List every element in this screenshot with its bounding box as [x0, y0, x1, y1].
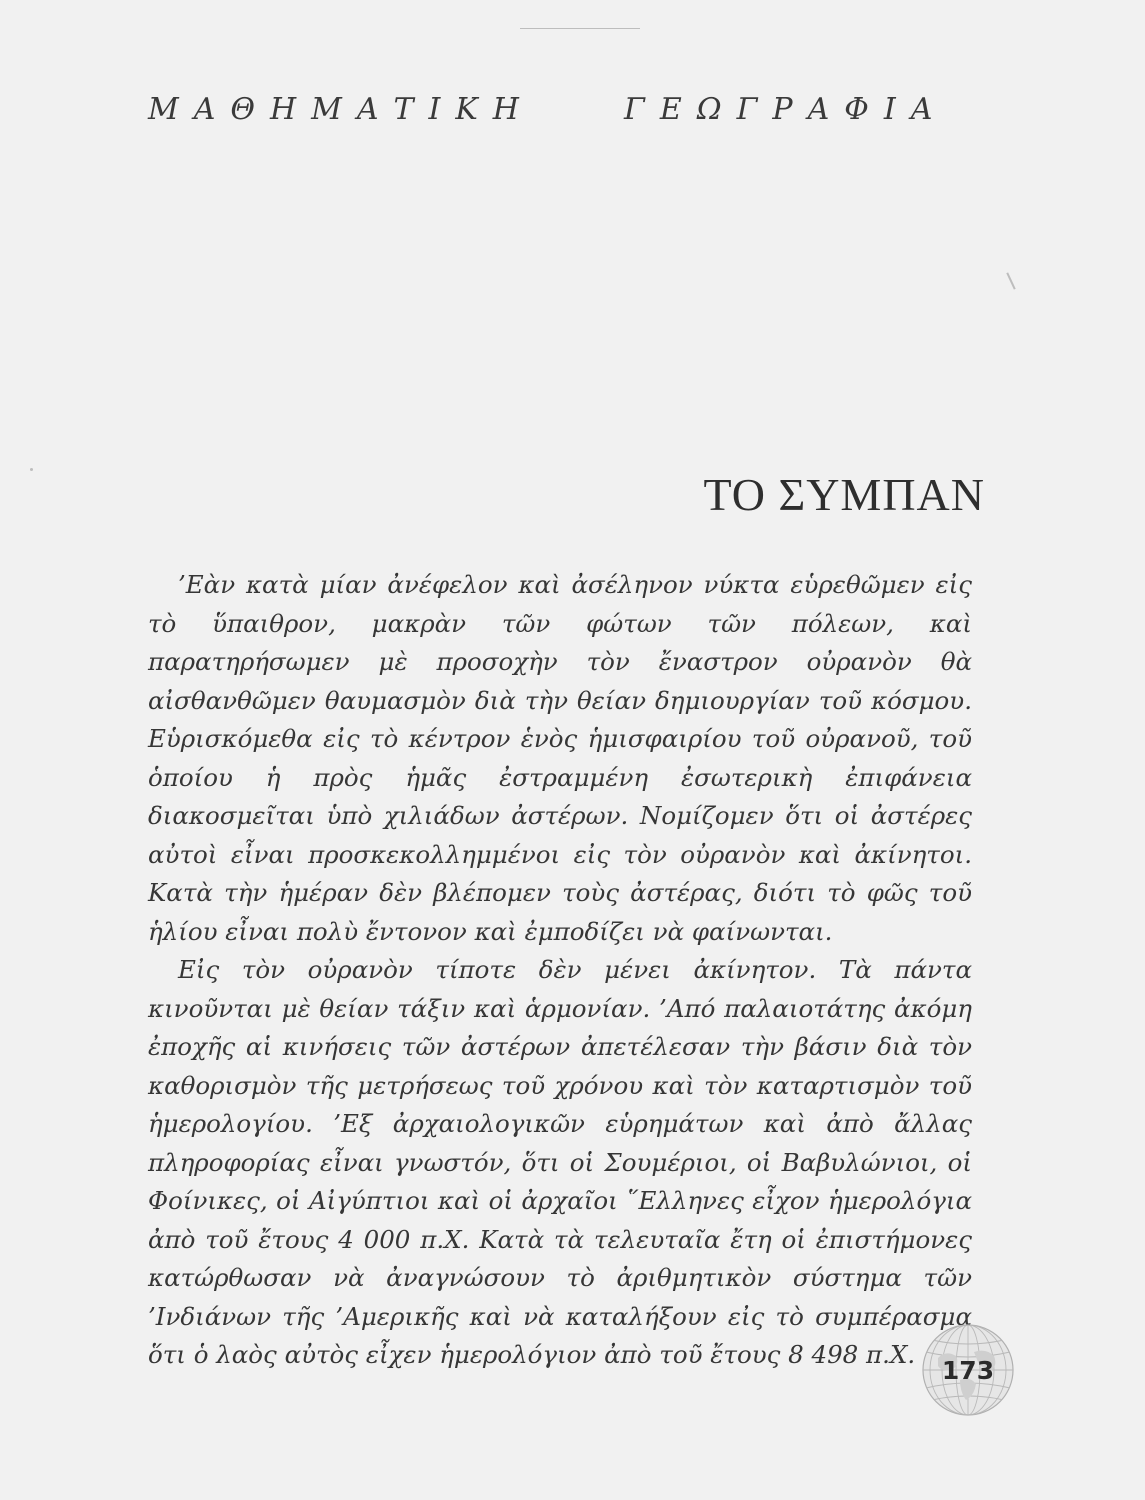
running-head-right: ΓΕΩΓΡΑΦΙΑ	[624, 92, 948, 127]
running-head-left: ΜΑΘΗΜΑΤΙΚΗ	[148, 92, 534, 127]
page-number: 173	[941, 1356, 995, 1385]
scan-speck	[520, 28, 640, 29]
chapter-title: ΤΟ ΣΥΜΠΑΝ	[703, 469, 985, 520]
paragraph-1: ’Εὰν κατὰ μίαν ἀνέφελον καὶ ἀσέληνον νύκτα εὑρεθῶμεν εἰς τὸ ὕπαιθρον, μακρὰν τῶν φώτων τῶν πόλεων, καὶ παρατηρήσωμεν μὲ προσοχὴν τὸν ἔναστρον οὐρανὸν θὰ αἰσθανθῶμεν θαυμασμὸν διὰ τὴν θείαν δημιουργίαν τοῦ κόσμου. Εὑρισκόμεθα εἰς τὸ κέντρον ἑνὸς ἡμισφαιρίου τοῦ οὐρανοῦ, τοῦ ὁποίου ἡ πρὸς ἡμᾶς ἐστραμμένη ἐσωτερικὴ ἐπιφάνεια διακοσμεῖται ὑπὸ χιλιάδων ἀστέρων. Νομίζομεν ὅτι οἱ ἀστέρες αὐτοὶ εἶναι προσκεκολλημμένοι εἰς τὸν οὐρανὸν καὶ ἀκίνητοι. Κατὰ τὴν ἡμέραν δὲν βλέπομεν τοὺς ἀστέρας, διότι τὸ φῶς τοῦ ἡλίου εἶναι πολὺ ἔντονον καὶ ἐμποδίζει νὰ φαίνωνται.	[148, 570, 972, 946]
scan-speck	[1006, 272, 1015, 289]
running-head	[148, 92, 968, 142]
scan-speck	[30, 468, 33, 471]
paragraph-2: Εἰς τὸν οὐρανὸν τίποτε δὲν μένει ἀκίνητον. Τὰ πάντα κινοῦνται μὲ θείαν τάξιν καὶ ἁρμονίαν. ’Από παλαιοτάτης ἀκόμη ἐποχῆς αἱ κινήσεις τῶν ἀστέρων ἀπετέλεσαν τὴν βάσιν διὰ τὸν καθορισμὸν τῆς μετρήσεως τοῦ χρόνου καὶ τὸν καταρτισμὸν τοῦ ἡμερολογίου. ’Εξ ἀρχαιολογικῶν εὑρημάτων καὶ ἀπὸ ἄλλας πληροφορίας εἶναι γνωστόν, ὅτι οἱ Σουμέριοι, οἱ Βαβυλώνιοι, οἱ Φοίνικες, οἱ Αἰγύπτιοι καὶ οἱ ἀρχαῖοι ῞Ελληνες εἶχον ἡμερολόγια ἀπὸ τοῦ ἔτους 4 000 π.Χ. Κατὰ τὰ τελευταῖα ἔτη οἱ ἐπιστήμονες κατώρθωσαν νὰ ἀναγνώσουν τὸ ἀριθμητικὸν σύστημα τῶν ’Ινδιάνων τῆς ’Αμερικῆς καὶ νὰ καταλήξουν εἰς τὸ συμπέρασμα ὅτι ὁ λαὸς αὐτὸς εἶχεν ἡμερολόγιον ἀπὸ τοῦ ἔτους 8 498 π.Χ.	[148, 955, 972, 1369]
body-text	[148, 566, 972, 1375]
